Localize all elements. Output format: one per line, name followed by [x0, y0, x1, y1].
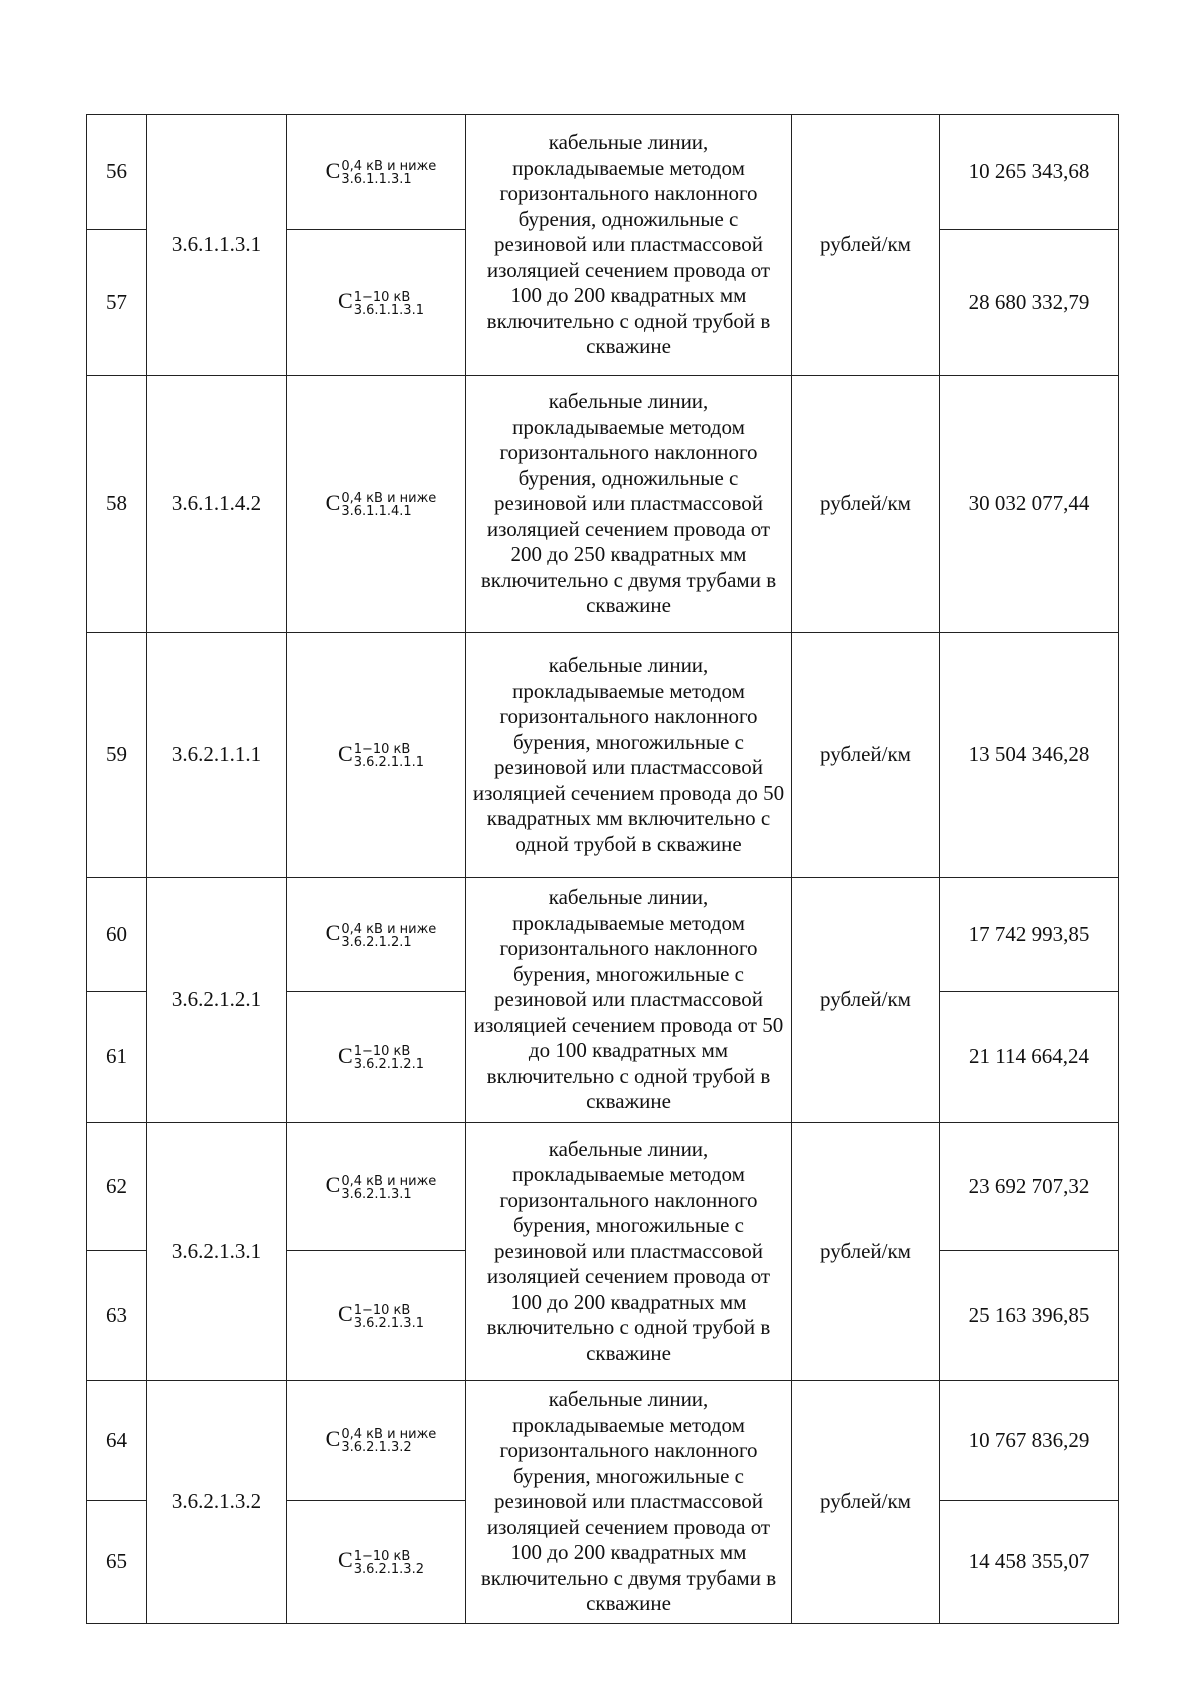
- rate-value: 14 458 355,07: [940, 1500, 1119, 1623]
- unit-label: рублей/км: [792, 115, 940, 376]
- row-number: 56: [87, 115, 147, 230]
- row-number: 63: [87, 1251, 147, 1381]
- row-number: 58: [87, 376, 147, 633]
- row-number: 60: [87, 878, 147, 992]
- rate-description: кабельные линии, прокладываемые методом горизонтального наклонного бурения, одножильные с резиновой или пластмассовой изоляцией сечением провода от 100 до 200 квадратных мм включительно с одной трубой в скважине: [466, 115, 792, 376]
- rate-symbol: C 1−10 кВ 3.6.2.1.2.1: [287, 992, 466, 1123]
- rate-description: кабельные линии, прокладываемые методом горизонтального наклонного бурения, многожильные с резиновой или пластмассовой изоляцией сечением провода от 50 до 100 квадратных мм включительно с одной трубой в скважине: [466, 878, 792, 1123]
- rate-code: 3.6.2.1.1.1: [147, 633, 287, 878]
- rate-description: кабельные линии, прокладываемые методом горизонтального наклонного бурения, одножильные с резиновой или пластмассовой изоляцией сечением провода от 200 до 250 квадратных мм включительно с двумя трубами в скважине: [466, 376, 792, 633]
- table-row: [87, 878, 1119, 992]
- table-row: [87, 1123, 1119, 1251]
- row-number: 59: [87, 633, 147, 878]
- row-number: 64: [87, 1381, 147, 1501]
- rate-symbol: C 0,4 кВ и ниже 3.6.1.1.4.1: [287, 376, 466, 633]
- table-row: [87, 115, 1119, 230]
- rate-code: 3.6.2.1.3.2: [147, 1381, 287, 1624]
- rate-code: 3.6.2.1.3.1: [147, 1123, 287, 1381]
- rate-symbol: C 1−10 кВ 3.6.2.1.3.2: [287, 1500, 466, 1623]
- rate-symbol: C 1−10 кВ 3.6.1.1.3.1: [287, 230, 466, 376]
- unit-label: рублей/км: [792, 633, 940, 878]
- rate-value: 10 767 836,29: [940, 1381, 1119, 1501]
- rate-symbol: C 0,4 кВ и ниже 3.6.2.1.3.2: [287, 1381, 466, 1501]
- rate-symbol: C 0,4 кВ и ниже 3.6.1.1.3.1: [287, 115, 466, 230]
- rate-symbol: C 1−10 кВ 3.6.2.1.3.1: [287, 1251, 466, 1381]
- rate-description: кабельные линии, прокладываемые методом горизонтального наклонного бурения, многожильные с резиновой или пластмассовой изоляцией сечением провода от 100 до 200 квадратных мм включительно с двумя трубами в скважине: [466, 1381, 792, 1624]
- rate-symbol: C 1−10 кВ 3.6.2.1.1.1: [287, 633, 466, 878]
- row-number: 62: [87, 1123, 147, 1251]
- rates-table: [86, 114, 1119, 1624]
- rate-code: 3.6.2.1.2.1: [147, 878, 287, 1123]
- unit-label: рублей/км: [792, 878, 940, 1123]
- rate-value: 25 163 396,85: [940, 1251, 1119, 1381]
- rate-description: кабельные линии, прокладываемые методом горизонтального наклонного бурения, многожильные с резиновой или пластмассовой изоляцией сечением провода до 50 квадратных мм включительно с одной трубой в скважине: [466, 633, 792, 878]
- table-row: [87, 1381, 1119, 1501]
- rate-symbol: C 0,4 кВ и ниже 3.6.2.1.3.1: [287, 1123, 466, 1251]
- rate-code: 3.6.1.1.4.2: [147, 376, 287, 633]
- unit-label: рублей/км: [792, 1123, 940, 1381]
- rate-value: 30 032 077,44: [940, 376, 1119, 633]
- rate-symbol: C 0,4 кВ и ниже 3.6.2.1.2.1: [287, 878, 466, 992]
- rate-value: 17 742 993,85: [940, 878, 1119, 992]
- table-row: [87, 633, 1119, 878]
- unit-label: рублей/км: [792, 1381, 940, 1624]
- rate-description: кабельные линии, прокладываемые методом горизонтального наклонного бурения, многожильные с резиновой или пластмассовой изоляцией сечением провода от 100 до 200 квадратных мм включительно с одной трубой в скважине: [466, 1123, 792, 1381]
- rate-value: 10 265 343,68: [940, 115, 1119, 230]
- row-number: 61: [87, 992, 147, 1123]
- rate-code: 3.6.1.1.3.1: [147, 115, 287, 376]
- unit-label: рублей/км: [792, 376, 940, 633]
- row-number: 65: [87, 1500, 147, 1623]
- table-row: [87, 376, 1119, 633]
- rate-value: 23 692 707,32: [940, 1123, 1119, 1251]
- rate-value: 13 504 346,28: [940, 633, 1119, 878]
- rate-value: 28 680 332,79: [940, 230, 1119, 376]
- row-number: 57: [87, 230, 147, 376]
- rate-value: 21 114 664,24: [940, 992, 1119, 1123]
